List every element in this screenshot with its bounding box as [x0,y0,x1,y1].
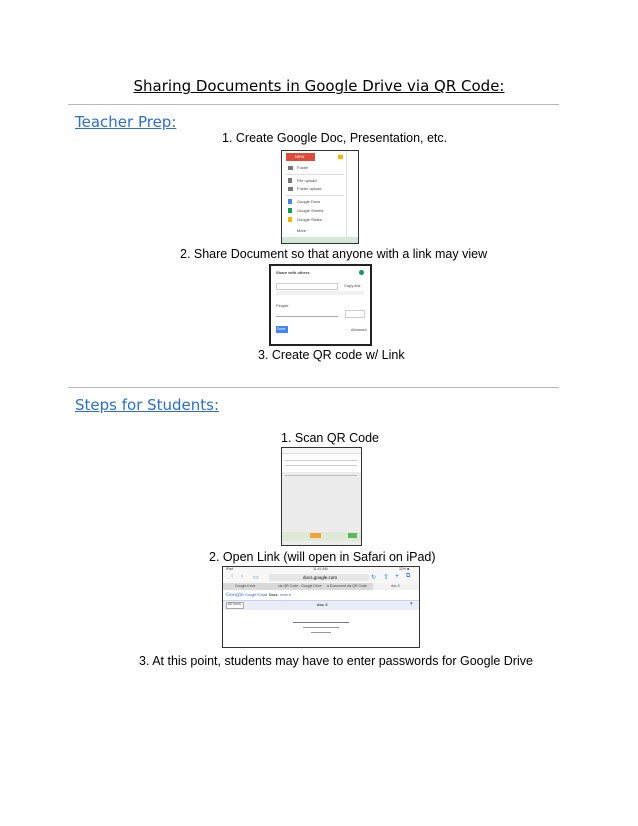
new-tab-icon[interactable]: + [395,573,400,580]
tabs-icon[interactable]: ⧉ [406,573,411,579]
people-input[interactable] [276,311,338,317]
edit-button[interactable] [345,310,365,318]
share-icon[interactable]: ⇧ [383,574,389,581]
new-button-label: NEW [295,154,305,159]
scanner-action-button[interactable] [348,533,357,538]
tab-1[interactable]: Google Drive [235,584,256,588]
safari-screenshot [222,566,420,648]
students-heading: Steps for Students: [75,396,220,414]
address-url: docs.google.com [303,575,338,580]
back-icon[interactable]: ‹ [231,573,234,580]
menu-item-folder-upload[interactable]: Folder upload [297,186,322,191]
bottom-wave [282,237,358,243]
qr-scanner-screenshot [281,447,362,546]
share-status-icon [359,270,364,275]
menu-item-folder[interactable]: Folder [297,165,309,170]
scanner-list [282,454,361,472]
student-step-2: 2. Open Link (will open in Safari on iPad) [209,550,436,564]
doc-text-line [311,632,331,633]
teacher-step-1: 1. Create Google Doc, Presentation, etc. [222,131,448,145]
file-upload-icon [288,178,292,183]
menu-item-google-sheets[interactable]: Google Sheets [297,208,324,213]
nav-google-plus[interactable]: Google+ [245,593,259,597]
scanner-list-line [285,465,357,466]
google-sheets-icon [288,208,292,213]
all-docs-label: All Docs [228,602,241,606]
scanner-list-line [285,460,357,461]
share-dialog-screenshot [269,264,372,346]
divider [286,174,344,175]
done-button[interactable] [276,326,288,333]
google-logo: Google [226,592,244,598]
google-docs-icon [288,199,292,204]
divider [286,195,344,196]
page-title: Sharing Documents in Google Drive via QR Code: [133,77,505,95]
link-url-field[interactable] [276,291,364,295]
done-button-label: Done [277,327,286,331]
reload-icon[interactable]: ↻ [371,575,377,581]
copy-link-button[interactable]: Copy link [344,283,361,288]
status-device: iPad [226,567,234,571]
share-dialog-title: Share with others [276,270,310,275]
student-step-1: 1. Scan QR Code [281,431,379,445]
scan-button[interactable] [310,533,321,538]
google-slides-icon [288,217,292,222]
teacher-step-3: 3. Create QR code w/ Link [258,348,405,362]
menu-item-google-docs[interactable]: Google Docs [297,199,321,204]
advanced-link[interactable]: Advanced [351,328,367,332]
doc-menu-icon[interactable]: ▾ [410,601,413,607]
people-label: People [276,303,289,308]
drive-new-menu-screenshot [281,150,359,244]
status-time: 11:41 AM [313,567,328,571]
folder-icon [338,155,343,159]
scanner-divider [285,475,357,476]
folder-upload-icon [288,187,293,191]
page-edge [346,151,347,243]
status-battery: 32% ■ [399,567,410,571]
forward-icon[interactable]: › [241,573,244,580]
doc-text-line [293,622,349,623]
teacher-prep-heading: Teacher Prep: [75,113,177,131]
menu-item-more[interactable]: More [297,228,307,233]
new-button[interactable] [286,153,315,161]
doc-title: doc 3 [317,602,328,607]
tab-3[interactable]: a Document via QR Code [327,584,367,588]
divider-top [68,104,559,105]
bookmarks-icon[interactable]: ▭ [253,575,259,581]
folder-icon [288,166,293,170]
student-step-3: 3. At this point, students may have to enter passwords for Google Drive [139,654,533,668]
menu-item-google-slides[interactable]: Google Slides [297,217,322,222]
teacher-step-2: 2. Share Document so that anyone with a link may view [180,247,488,261]
nav-more[interactable]: more ▾ [280,593,291,597]
nav-docs[interactable]: Docs [269,593,278,597]
nav-gmail[interactable]: Gmail [258,593,268,597]
menu-item-file-upload[interactable]: File upload [297,178,317,183]
link-sharing-field[interactable] [276,283,338,290]
tab-2[interactable]: via QR Code - Google Drive [278,584,322,588]
doc-text-line [303,627,339,628]
divider-middle [68,387,559,388]
tab-4[interactable]: doc 3 [391,584,400,588]
